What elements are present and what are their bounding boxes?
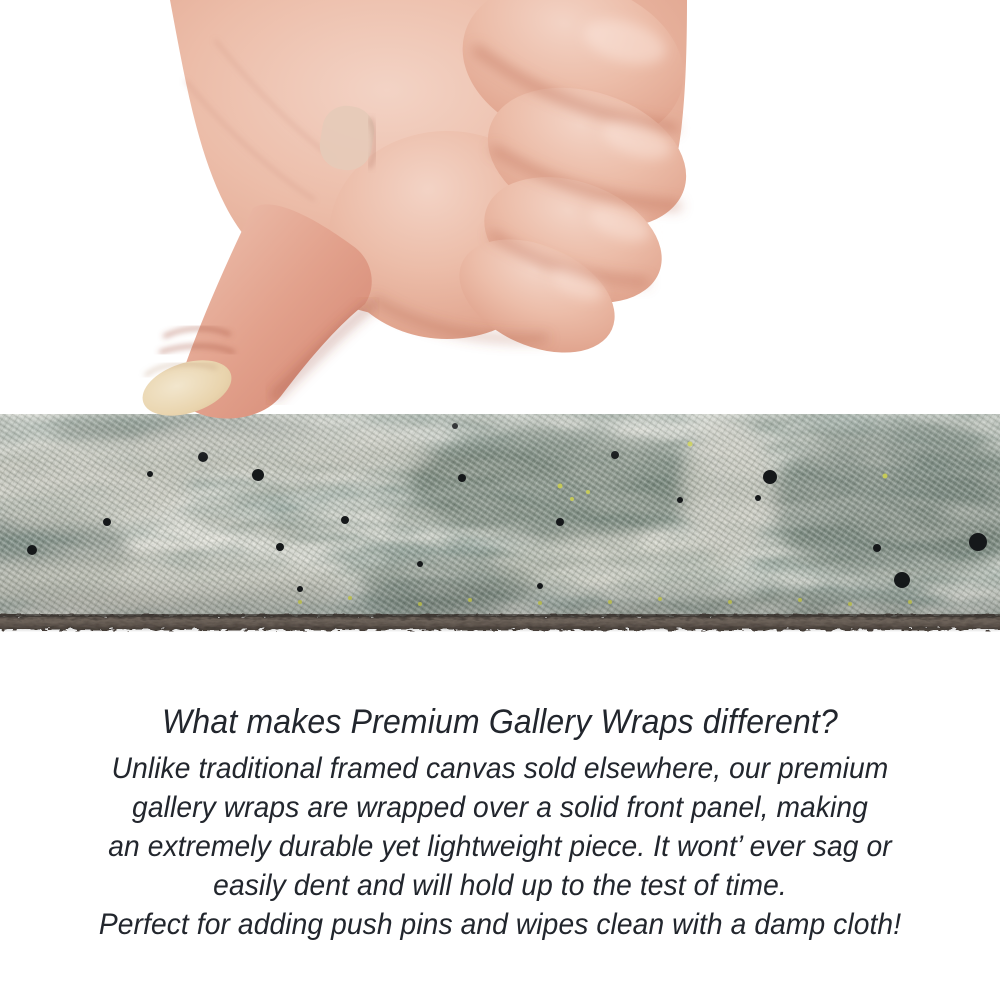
canvas-texture (0, 414, 1000, 632)
hand-illustration (125, 0, 695, 424)
hand-photo (125, 0, 695, 424)
body-line-4: easily dent and will hold up to the test of time. (213, 869, 787, 902)
body-line-1: Unlike traditional framed canvas sold elsewhere, our premium (111, 752, 889, 785)
body-line-2: gallery wraps are wrapped over a solid front panel, making (132, 791, 868, 824)
body-line-5: Perfect for adding push pins and wipes clean with a damp cloth! (98, 908, 902, 941)
canvas-edge-photo (0, 414, 1000, 632)
section-heading: What makes Premium Gallery Wraps different? (162, 703, 838, 741)
marketing-copy (30, 700, 970, 944)
body-line-3: an extremely durable yet lightweight piece. It wont’ ever sag or (108, 830, 892, 863)
